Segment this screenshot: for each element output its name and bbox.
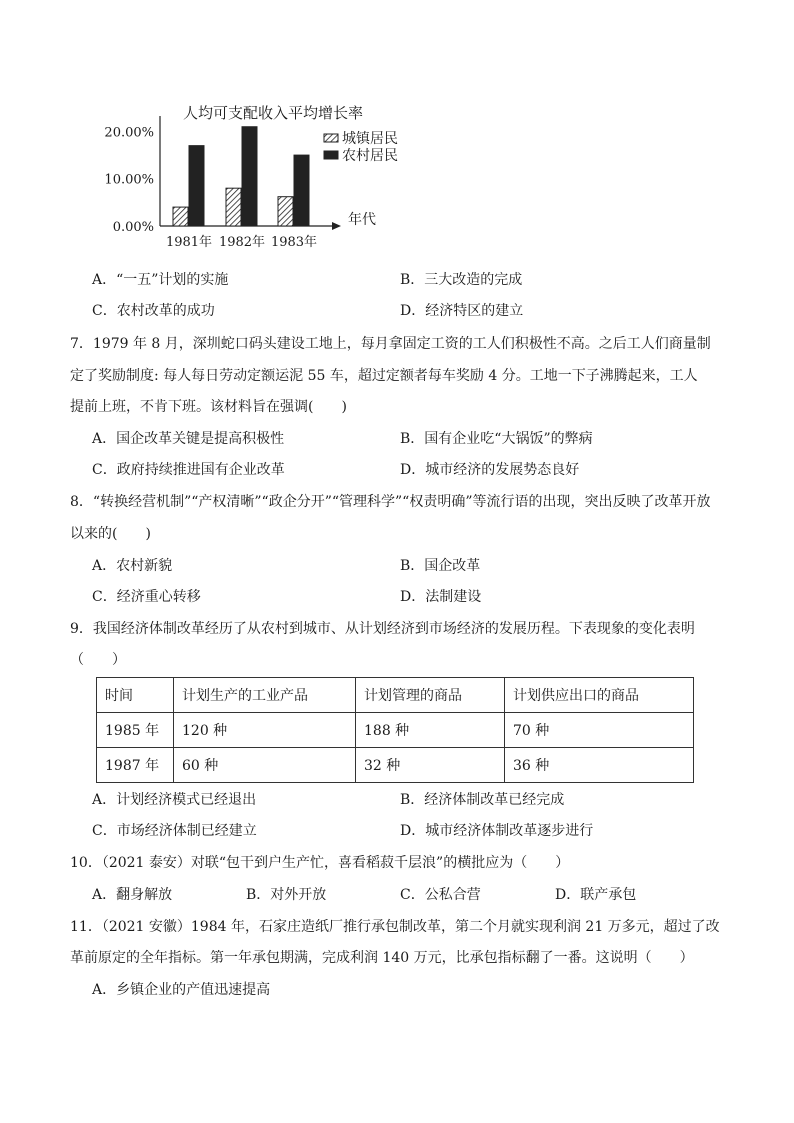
q6-option-c[interactable]: C．农村改革的成功 xyxy=(92,303,215,319)
table-header-cell: 时间 xyxy=(97,678,174,713)
table-cell: 188 种 xyxy=(356,713,505,748)
bar-rural xyxy=(189,146,204,226)
q7-stem-line3: 提前上班，不肯下班。该材料旨在强调( ) xyxy=(70,399,347,415)
y-tick-label: 10.00% xyxy=(104,172,154,188)
q11-stem-line1: 11．（2021 安徽）1984 年，石家庄造纸厂推行承包制改革，第二个月就实现利润 21 万多元，超过了改 xyxy=(70,919,720,935)
legend-label: 城镇居民 xyxy=(342,131,398,147)
q10-option-c[interactable]: C．公私合营 xyxy=(400,887,481,903)
x-tick-label: 1983年 xyxy=(270,235,318,250)
legend-swatch xyxy=(324,151,338,159)
x-axis-label: 年代 xyxy=(348,212,376,228)
bar-urban xyxy=(278,197,293,226)
q8-option-a[interactable]: A．农村新貌 xyxy=(92,558,173,574)
table-cell: 60 种 xyxy=(174,748,356,783)
table-cell: 1987 年 xyxy=(97,748,174,783)
q10-stem: 10．（2021 泰安）对联“包干到户生产忙，喜看稻菽千层浪”的横批应为（ ） xyxy=(70,855,570,871)
q8-stem-line1: 8．“转换经营机制”“产权清晰”“政企分开”“管理科学”“权责明确”等流行语的出现，突出反映了改革开放 xyxy=(70,494,711,510)
x-axis-arrow xyxy=(332,222,341,230)
q8-stem-line2: 以来的( ) xyxy=(70,526,151,542)
q10-option-a[interactable]: A．翻身解放 xyxy=(92,887,173,903)
bar-chart-svg xyxy=(104,96,440,256)
q7-stem-line2: 定了奖励制度: 每人每日劳动定额运泥 55 车，超过定额者每车奖励 4 分。工地一下子沸腾起来，工人 xyxy=(70,368,698,384)
q8-option-d[interactable]: D．法制建设 xyxy=(400,589,482,605)
q9-data-table xyxy=(96,677,694,783)
q7-stem-line1: 7．1979 年 8 月，深圳蛇口码头建设工地上，每月拿固定工资的工人们积极性不高。之后工人们商量制 xyxy=(70,336,711,352)
table-row xyxy=(97,713,694,748)
q11-stem-line2: 革前原定的全年指标。第一年承包期满，完成利润 140 万元，比承包指标翻了一番。这说明（ ） xyxy=(70,950,694,966)
q9-option-b[interactable]: B．经济体制改革已经完成 xyxy=(400,792,565,808)
legend-label: 农村居民 xyxy=(342,148,398,164)
q10-option-d[interactable]: D．联产承包 xyxy=(555,887,637,903)
table-header-cell: 计划管理的商品 xyxy=(356,678,505,713)
income-growth-chart xyxy=(104,96,440,256)
q8-option-b[interactable]: B．国企改革 xyxy=(400,558,481,574)
q9-option-c[interactable]: C．市场经济体制已经建立 xyxy=(92,823,257,839)
q7-option-d[interactable]: D．城市经济的发展势态良好 xyxy=(400,462,580,478)
q9-option-d[interactable]: D．城市经济体制改革逐步进行 xyxy=(400,823,594,839)
chart-title: 人均可支配收入平均增长率 xyxy=(183,104,364,122)
q9-stem-line2: （ ） xyxy=(70,652,126,668)
legend-swatch xyxy=(324,134,338,142)
q6-option-a[interactable]: A．“一五”计划的实施 xyxy=(92,272,229,288)
q9-stem-line1: 9．我国经济体制改革经历了从农村到城市、从计划经济到市场经济的发展历程。下表现象的变化表明 xyxy=(70,621,695,637)
q6-option-b[interactable]: B．三大改造的完成 xyxy=(400,272,523,288)
table-cell: 36 种 xyxy=(505,748,694,783)
table-header-row xyxy=(97,678,694,713)
table-cell: 70 种 xyxy=(505,713,694,748)
table-header-cell: 计划生产的工业产品 xyxy=(174,678,356,713)
bar-rural xyxy=(242,127,257,226)
bar-urban xyxy=(226,188,241,226)
table-header-cell: 计划供应出口的商品 xyxy=(505,678,694,713)
q9-option-a[interactable]: A．计划经济模式已经退出 xyxy=(92,792,257,808)
table-cell: 1985 年 xyxy=(97,713,174,748)
q7-option-b[interactable]: B．国有企业吃“大锅饭”的弊病 xyxy=(400,431,593,447)
table-cell: 120 种 xyxy=(174,713,356,748)
bar-rural xyxy=(294,155,309,226)
x-tick-label: 1981年 xyxy=(165,235,213,250)
q11-option-a[interactable]: A．乡镇企业的产值迅速提高 xyxy=(92,982,271,998)
q7-option-c[interactable]: C．政府持续推进国有企业改革 xyxy=(92,462,285,478)
table-cell: 32 种 xyxy=(356,748,505,783)
q8-option-c[interactable]: C．经济重心转移 xyxy=(92,589,201,605)
y-tick-label: 0.00% xyxy=(112,220,154,235)
q7-option-a[interactable]: A．国企改革关键是提高积极性 xyxy=(92,431,285,447)
table-row xyxy=(97,748,694,783)
x-tick-label: 1982年 xyxy=(218,235,266,250)
q6-option-d[interactable]: D．经济特区的建立 xyxy=(400,303,524,319)
bar-urban xyxy=(173,207,188,226)
y-tick-label: 20.00% xyxy=(104,125,154,141)
q10-option-b[interactable]: B．对外开放 xyxy=(246,887,327,903)
